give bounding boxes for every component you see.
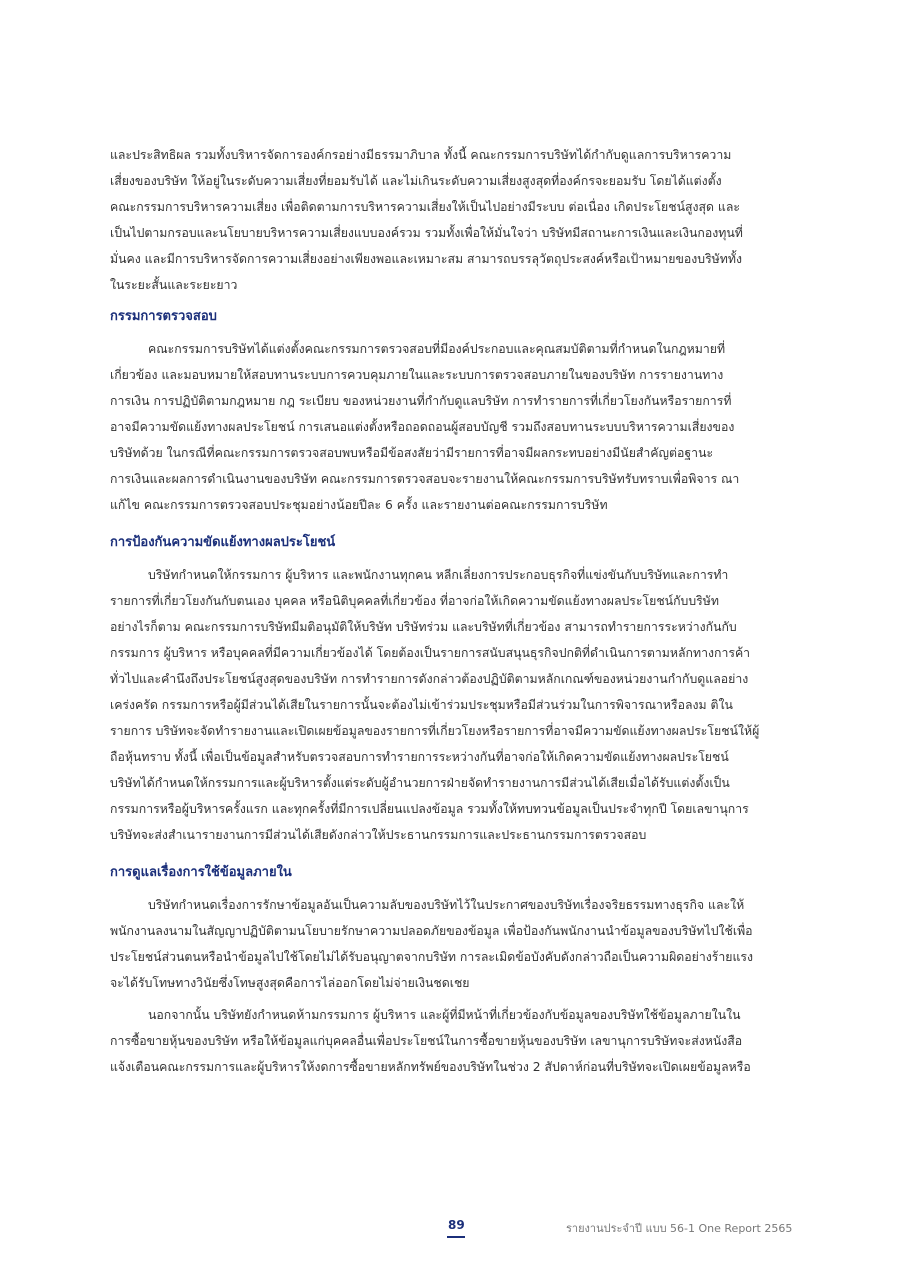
text-line: แก้ไข คณะกรรมการตรวจสอบประชุมอย่างน้อยปีละ 6 ครั้ง และรายงานต่อคณะกรรมการบริษัท bbox=[110, 498, 608, 512]
text-line: รายการ บริษัทจะจัดทำรายงานและเปิดเผยข้อมูลของรายการที่เกี่ยวโยงหรือรายการที่อาจมีความขัดแย้งทางผลประโยชน์ให้ผู้ bbox=[110, 724, 760, 738]
conflict-paragraph bbox=[110, 562, 800, 848]
text-line: เกี่ยวข้อง และมอบหมายให้สอบทานระบบการควบคุมภายในและระบบการตรวจสอบภายในของบริษัท การรายงานทาง bbox=[110, 368, 724, 382]
text-line: บริษัทกำหนดเรื่องการรักษาข้อมูลอันเป็นความลับของบริษัทไว้ในประกาศของบริษัทเรื่องจริยธรรมทางธุรกิจ และให้ bbox=[148, 898, 745, 912]
text-line: การเงินและผลการดำเนินงานของบริษัท คณะกรรมการตรวจสอบจะรายงานให้คณะกรรมการบริษัทรับทราบเพื่อพิจาร ณา bbox=[110, 472, 740, 486]
text-line: พนักงานลงนามในสัญญาปฏิบัติตามนโยบายรักษาความปลอดภัยของข้อมูล เพื่อป้องกันพนักงานนำข้อมูลของบริษัทไปใช้เพื่อ bbox=[110, 924, 753, 938]
text-line: การซื้อขายหุ้นของบริษัท หรือให้ข้อมูลแก่บุคคลอื่นเพื่อประโยชน์ในการซื้อขายหุ้นของบริษัท เลขานุการบริษัทจะส่งหนังสือ bbox=[110, 1034, 743, 1048]
audit-paragraph bbox=[110, 336, 800, 518]
section-heading-conflict: การป้องกันความขัดแย้งทางผลประโยชน์ bbox=[110, 535, 336, 550]
text-line: บริษัทจะส่งสำเนารายงานการมีส่วนได้เสียดังกล่าวให้ประธานกรรมการและประธานกรรมการตรวจสอบ bbox=[110, 828, 647, 842]
text-line: คณะกรรมการบริหารความเสี่ยง เพื่อติดตามการบริหารความเสี่ยงให้เป็นไปอย่างมีระบบ ต่อเนื่อง เกิดประโยชน์สูงสุด และ bbox=[110, 200, 740, 214]
intro-paragraph bbox=[110, 142, 800, 298]
text-line: อย่างไรก็ตาม คณะกรรมการบริษัทมีมติอนุมัติให้บริษัท บริษัทร่วม และบริษัทที่เกี่ยวข้อง สามารถทำรายการระหว่างกันกับ bbox=[110, 620, 737, 634]
text-line: ทั่วไปและคำนึงถึงประโยชน์สูงสุดของบริษัท การทำรายการดังกล่าวต้องปฏิบัติตามหลักเกณฑ์ของหน่วยงานกำกับดูแลอย่าง bbox=[110, 672, 749, 686]
text-line: บริษัทกำหนดให้กรรมการ ผู้บริหาร และพนักงานทุกคน หลีกเลี่ยงการประกอบธุรกิจที่แข่งขันกับบริษัทและการทำ bbox=[148, 568, 729, 582]
report-title: รายงานประจำปี แบบ 56-1 One Report 2565 bbox=[566, 1222, 793, 1235]
text-line: เสี่ยงของบริษัท ให้อยู่ในระดับความเสี่ยงที่ยอมรับได้ และไม่เกินระดับความเสี่ยงสูงสุดที่องค์กรจะยอมรับ โดยได้แต่งตั้ง bbox=[110, 174, 722, 188]
page-number-underline bbox=[447, 1236, 465, 1238]
insider-paragraph-1 bbox=[110, 892, 800, 996]
section-heading-audit: กรรมการตรวจสอบ bbox=[110, 309, 217, 324]
insider-paragraph-2 bbox=[110, 1002, 800, 1080]
text-line: อาจมีความขัดแย้งทางผลประโยชน์ การเสนอแต่งตั้งหรือถอดถอนผู้สอบบัญชี รวมถึงสอบทานระบบบริหารความเสี่ยงของ bbox=[110, 420, 735, 434]
text-line: นอกจากนั้น บริษัทยังกำหนดห้ามกรรมการ ผู้บริหาร และผู้ที่มีหน้าที่เกี่ยวข้องกับข้อมูลของบริษัทใช้ข้อมูลภายในใน bbox=[148, 1008, 741, 1022]
text-line: เคร่งครัด กรรมการหรือผู้มีส่วนได้เสียในรายการนั้นจะต้องไม่เข้าร่วมประชุมหรือมีส่วนร่วมในการพิจารณาหรือลงม ติใน bbox=[110, 698, 733, 712]
text-line: แจ้งเตือนคณะกรรมการและผู้บริหารให้งดการซื้อขายหลักทรัพย์ของบริษัทในช่วง 2 สัปดาห์ก่อนที่บริษัทจะเปิดเผยข้อมูลหรือ bbox=[110, 1060, 751, 1074]
document-body bbox=[110, 142, 800, 1080]
text-line: และประสิทธิผล รวมทั้งบริหารจัดการองค์กรอย่างมีธรรมาภิบาล ทั้งนี้ คณะกรรมการบริษัทได้กำกับดูแลการบริหารความ bbox=[110, 148, 732, 162]
text-line: บริษัทได้กำหนดให้กรรมการและผู้บริหารตั้งแต่ระดับผู้อำนวยการฝ่ายจัดทำรายงานการมีส่วนได้เสียเมื่อได้รับแต่งตั้งเป็น bbox=[110, 776, 730, 790]
text-line: รายการที่เกี่ยวโยงกันกับตนเอง บุคคล หรือนิติบุคคลที่เกี่ยวข้อง ที่อาจก่อให้เกิดความขัดแย้งทางผลประโยชน์กับบริษัท bbox=[110, 594, 719, 608]
section-heading-insider: การดูแลเรื่องการใช้ข้อมูลภายใน bbox=[110, 865, 292, 880]
text-line: ในระยะสั้นและระยะยาว bbox=[110, 278, 238, 292]
text-line: ถือหุ้นทราบ ทั้งนี้ เพื่อเป็นข้อมูลสำหรับตรวจสอบการทำรายการระหว่างกันที่อาจก่อให้เกิดความขัดแย้งทางผลประโยชน์ bbox=[110, 750, 729, 764]
text-line: กรรมการ ผู้บริหาร หรือบุคคลที่มีความเกี่ยวข้องได้ โดยต้องเป็นรายการสนับสนุนธุรกิจปกติที่ดำเนินการตามหลักทางการค้า bbox=[110, 646, 751, 660]
text-line: มั่นคง และมีการบริหารจัดการความเสี่ยงอย่างเพียงพอและเหมาะสม สามารถบรรลุวัตถุประสงค์หรือเป้าหมายของบริษัททั้ง bbox=[110, 252, 742, 266]
text-line: ประโยชน์ส่วนตนหรือนำข้อมูลไปใช้โดยไม่ได้รับอนุญาตจากบริษัท การละเมิดข้อบังคับดังกล่าวถือเป็นความผิดอย่างร้ายแรง bbox=[110, 950, 754, 964]
text-line: จะได้รับโทษทางวินัยซึ่งโทษสูงสุดคือการไล่ออกโดยไม่จ่ายเงินชดเชย bbox=[110, 976, 470, 990]
text-line: กรรมการหรือผู้บริหารครั้งแรก และทุกครั้งที่มีการเปลี่ยนแปลงข้อมูล รวมทั้งให้ทบทวนข้อมูลเป็นประจำทุกปี โดยเลขานุการ bbox=[110, 802, 749, 816]
page-number: 89 bbox=[448, 1218, 465, 1232]
text-line: คณะกรรมการบริษัทได้แต่งตั้งคณะกรรมการตรวจสอบที่มีองค์ประกอบและคุณสมบัติตามที่กำหนดในกฎหมายที่ bbox=[148, 342, 726, 356]
text-line: เป็นไปตามกรอบและนโยบายบริหารความเสี่ยงแบบองค์รวม รวมทั้งเพื่อให้มั่นใจว่า บริษัทมีสถานะการเงินและเงินกองทุนที่ bbox=[110, 226, 743, 240]
text-line: การเงิน การปฏิบัติตามกฎหมาย กฎ ระเบียบ ของหน่วยงานที่กำกับดูแลบริษัท การทำรายการที่เกี่ยวโยงกันหรือรายการที่ bbox=[110, 394, 732, 408]
text-line: บริษัทด้วย ในกรณีที่คณะกรรมการตรวจสอบพบหรือมีข้อสงสัยว่ามีรายการที่อาจมีผลกระทบอย่างมีนัยสำคัญต่อฐานะ bbox=[110, 446, 714, 460]
